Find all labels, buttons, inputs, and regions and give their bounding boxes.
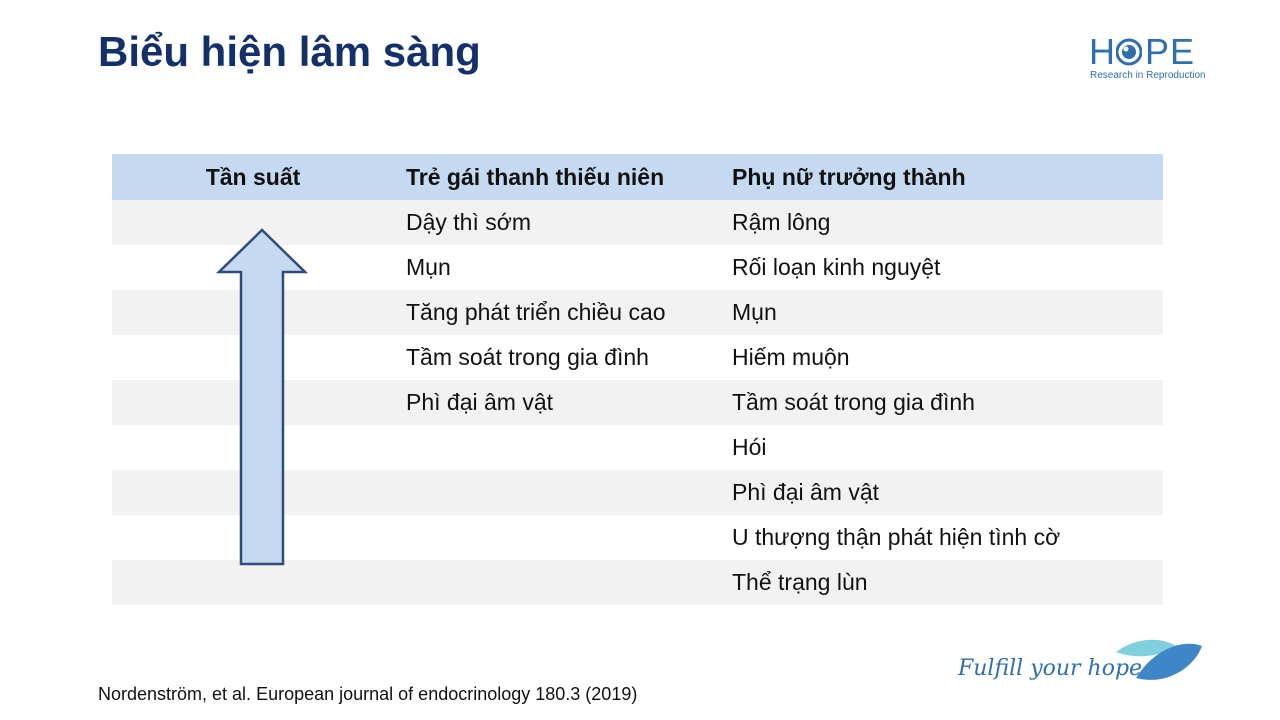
leaf-logo-icon [1114,632,1204,684]
adolescent-cell: Mụn [406,254,451,280]
slide-title: Biểu hiện lâm sàng [98,28,481,75]
adult-cell: Thể trạng lùn [732,569,868,595]
citation: Nordenström, et al. European journal of endocrinology 180.3 (2019) [98,684,638,704]
up-arrow-icon [216,228,308,568]
header-adult: Phụ nữ trưởng thành [732,163,966,190]
adult-cell: Hiếm muộn [732,344,850,370]
adult-cell: Phì đại âm vật [732,479,880,505]
hope-logo [1089,31,1206,84]
adult-cell: U thượng thận phát hiện tình cờ [732,524,1061,550]
header-frequency: Tần suất [205,163,301,190]
adult-cell: Tầm soát trong gia đình [732,389,975,415]
adolescent-cell: Tăng phát triển chiều cao [406,299,666,325]
adolescent-cell: Tầm soát trong gia đình [406,344,649,370]
logo-tagline: Research in Reproduction [1090,70,1206,81]
logo-brand: H PE [1089,31,1196,72]
eye-logo-icon [1116,38,1142,66]
adult-cell: Mụn [732,299,777,325]
header-adolescent: Trẻ gái thanh thiếu niên [406,163,665,190]
adolescent-cell: Phì đại âm vật [406,389,554,415]
adult-cell: Rậm lông [732,209,831,235]
adolescent-cell: Dậy thì sớm [406,209,531,235]
table-header [112,154,1163,200]
adult-cell: Rối loạn kinh nguyệt [732,254,941,280]
slogan: Fulfill your hope [958,656,1143,681]
adult-cell: Hói [732,434,767,460]
